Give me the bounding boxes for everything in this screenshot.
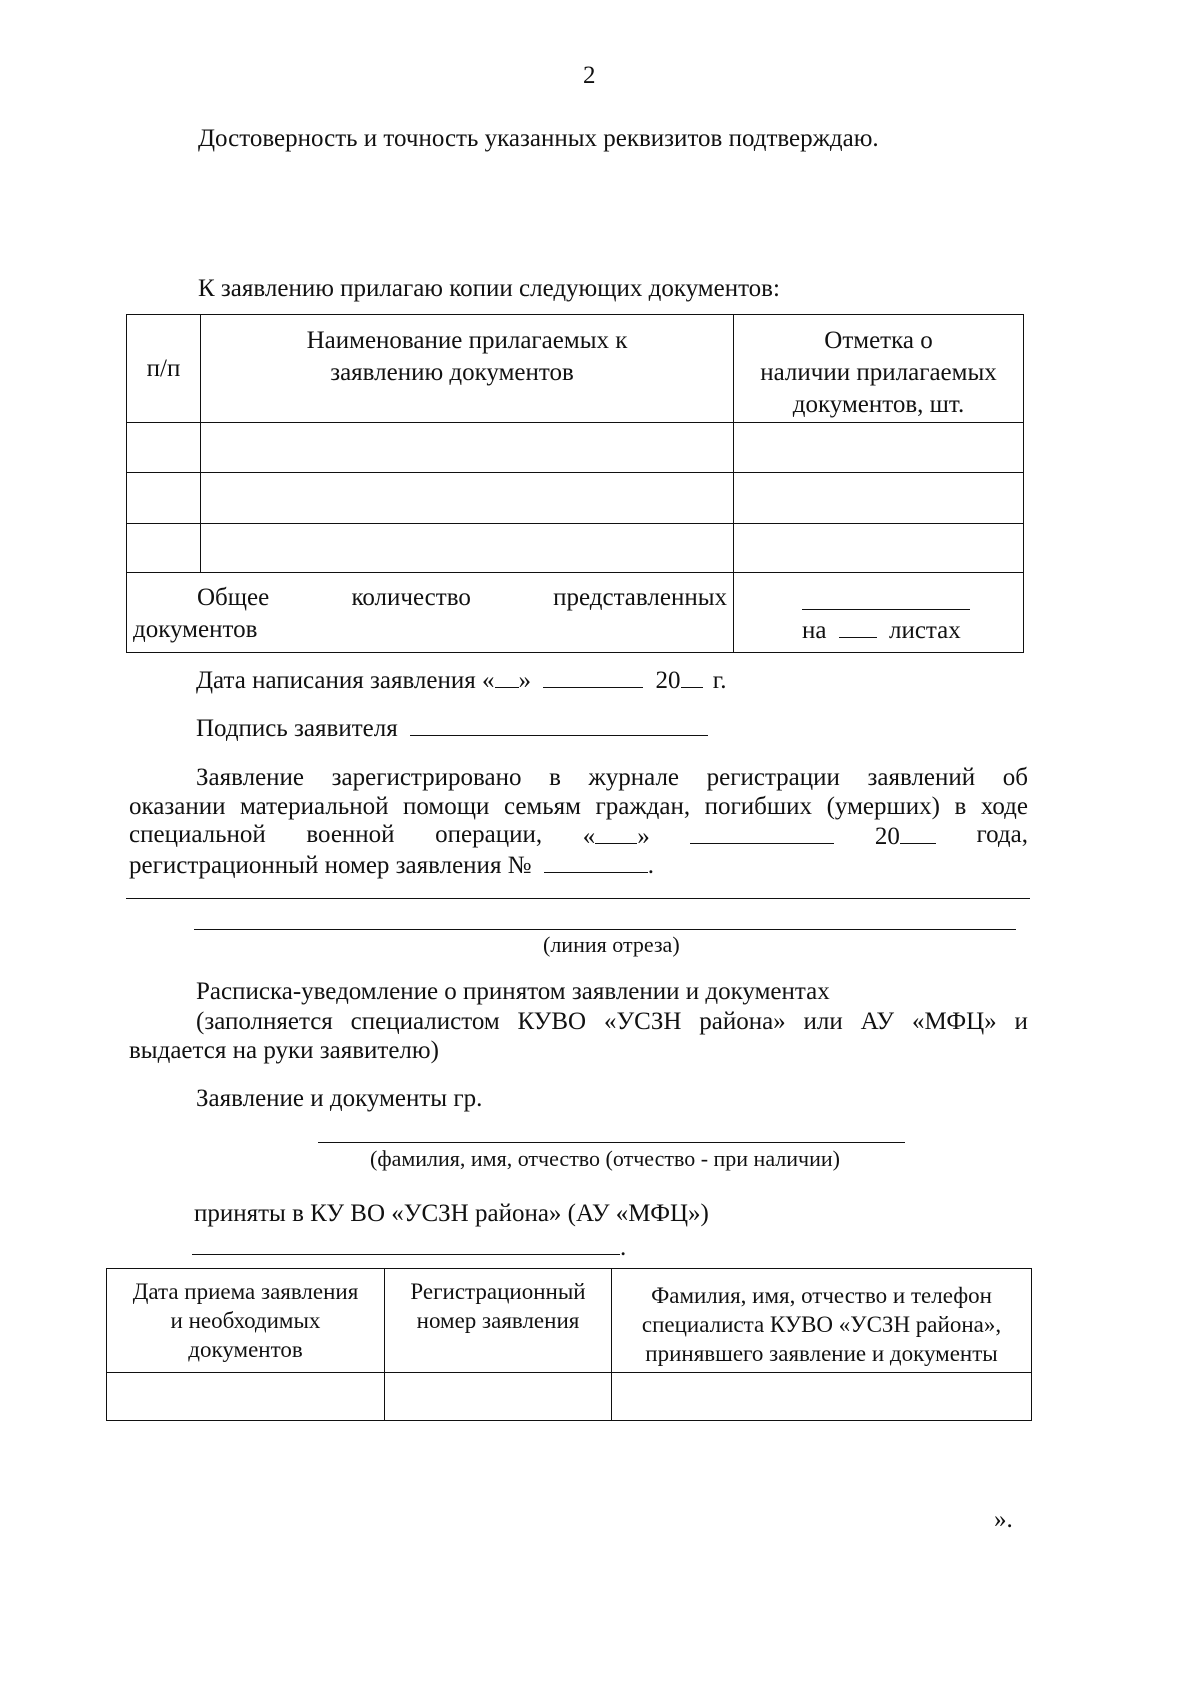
reg-word: Заявление [196, 764, 305, 791]
table-cell[interactable] [127, 524, 201, 573]
col-mark-header-line2: наличии прилагаемых [760, 359, 997, 386]
total-na-text: на [802, 617, 827, 644]
total-sheets-line [802, 615, 961, 647]
date-close-quote: » [518, 667, 532, 694]
reg-day-group [583, 821, 650, 851]
header-line: Дата приема заявления [132, 1279, 359, 1304]
date-prefix: Дата написания заявления « [196, 667, 495, 694]
date-suffix: г. [712, 667, 727, 694]
confirm-text: Достоверность и точность указанных реквизитов подтверждаю. [198, 125, 879, 152]
closing-mark: ». [994, 1506, 1013, 1533]
receipt-col-date-header [107, 1269, 385, 1373]
fio-blank-line[interactable] [318, 1142, 905, 1143]
signature-label: Подпись заявителя [196, 715, 398, 742]
receipt-title: Расписка-уведомление о принятом заявлении и документах [196, 978, 830, 1005]
header-line: принявшего заявление и документы [645, 1341, 998, 1366]
receipt-col-regnum-header [385, 1269, 612, 1373]
note-word: КУВО [517, 1008, 587, 1035]
receipt-table-header-row [107, 1269, 1032, 1373]
table-row [107, 1373, 1032, 1421]
docs-table-header-row [127, 315, 1024, 423]
table-cell[interactable] [734, 473, 1024, 524]
table-cell[interactable] [201, 524, 734, 573]
table-cell[interactable] [127, 423, 201, 473]
receipt-note-line1 [196, 1008, 1028, 1036]
reg-word: в [549, 764, 561, 791]
note-word: АУ [860, 1008, 895, 1035]
note-word: «МФЦ» [911, 1008, 997, 1035]
reg-number-label: регистрационный номер заявления № [129, 852, 532, 879]
signature-blank[interactable] [410, 713, 708, 736]
reg-word: специальной [129, 821, 266, 848]
col-name-header [201, 315, 734, 423]
header-line: специалиста КУВО «УСЗН района», [641, 1312, 1002, 1337]
receipt-col-specialist-header [612, 1269, 1032, 1373]
total-word: Общее [197, 583, 270, 611]
reg-year-blank[interactable] [900, 821, 936, 844]
table-cell[interactable] [201, 473, 734, 524]
reg-word: операции, [435, 821, 543, 848]
year-blank[interactable] [681, 665, 703, 688]
header-line: Регистрационный [410, 1279, 586, 1304]
attach-intro: К заявлению прилагаю копии следующих документов: [198, 275, 780, 302]
reg-word: регистрации [706, 764, 840, 791]
attached-documents-table [126, 314, 1024, 653]
cut-line [194, 929, 1016, 930]
application-date-line [196, 665, 726, 695]
total-label-cell [127, 573, 734, 653]
note-word: или [803, 1008, 843, 1035]
header-line: Фамилия, имя, отчество и телефон [651, 1283, 992, 1308]
reg-close-quote: » [637, 823, 650, 850]
col-num-header: п/п [127, 315, 201, 423]
table-row [127, 423, 1024, 473]
note-word: (заполняется [196, 1008, 333, 1035]
table-row [127, 473, 1024, 524]
signature-line [196, 713, 708, 743]
table-cell[interactable] [127, 473, 201, 524]
reg-word: военной [306, 821, 395, 848]
col-mark-header-line1: Отметка о [824, 327, 933, 354]
reg-word: заявлений [867, 764, 976, 791]
col-mark-header [734, 315, 1024, 423]
page-number: 2 [583, 62, 596, 89]
reg-word: об [1002, 764, 1028, 791]
table-cell[interactable] [734, 423, 1024, 473]
total-label-line2: документов [133, 615, 258, 643]
accepted-blank-line [192, 1232, 626, 1262]
registration-line4 [129, 850, 654, 880]
header-line: и необходимых [170, 1308, 321, 1333]
month-blank[interactable] [543, 665, 643, 688]
table-cell[interactable] [612, 1373, 1032, 1421]
col-name-header-line1: Наименование прилагаемых к [306, 327, 628, 354]
col-mark-header-line3: документов, шт. [792, 391, 965, 418]
reg-day-blank[interactable] [595, 821, 637, 844]
header-line: номер заявления [416, 1308, 580, 1333]
registration-line2: оказании материальной помощи семьям граждан, погибших (умерших) в ходе [129, 793, 1028, 820]
col-name-header-line2: заявлению документов [330, 359, 574, 386]
fio-caption: (фамилия, имя, отчество (отчество - при наличии) [370, 1146, 840, 1171]
total-word: представленных [553, 583, 727, 611]
reg-number-end: . [647, 852, 655, 879]
reg-year-prefix: 20 [874, 823, 900, 850]
registration-line3 [129, 821, 1028, 851]
total-label-line1 [133, 582, 727, 614]
accepted-end: . [620, 1234, 627, 1261]
accepted-text: приняты в КУ ВО «УСЗН района» (АУ «МФЦ») [194, 1200, 709, 1227]
note-word: специалистом [350, 1008, 500, 1035]
receipt-table [106, 1268, 1032, 1421]
header-line: документов [188, 1337, 303, 1362]
total-blank-line [802, 609, 970, 610]
table-cell[interactable] [385, 1373, 612, 1421]
note-word: и [1014, 1008, 1028, 1035]
separator-line [126, 898, 1030, 899]
total-value-cell[interactable] [734, 573, 1024, 653]
reg-word: зарегистрировано [331, 764, 522, 791]
reg-word: года, [976, 821, 1028, 848]
receipt-note-line2: выдается на руки заявителю) [129, 1037, 439, 1064]
accepted-blank[interactable] [192, 1232, 620, 1255]
cut-line-label: (линия отреза) [543, 932, 680, 957]
day-blank[interactable] [495, 665, 519, 688]
reg-word: журнале [588, 764, 680, 791]
docs-total-row [127, 573, 1024, 653]
total-word: количество [351, 583, 471, 611]
sheets-count-blank[interactable] [839, 615, 877, 638]
reg-number-blank[interactable] [544, 850, 648, 873]
table-cell[interactable] [107, 1373, 385, 1421]
reg-year-group [875, 821, 936, 851]
note-word: района» [699, 1008, 786, 1035]
year-prefix: 20 [655, 667, 681, 694]
table-cell[interactable] [734, 524, 1024, 573]
table-row [127, 524, 1024, 573]
registration-line1 [196, 764, 1028, 792]
docs-from-label: Заявление и документы гр. [196, 1085, 483, 1112]
note-word: «УСЗН [603, 1008, 682, 1035]
total-sheets-text: листах [888, 617, 961, 644]
reg-open-quote: « [582, 823, 596, 850]
reg-month-blank[interactable] [690, 821, 834, 844]
table-cell[interactable] [201, 423, 734, 473]
